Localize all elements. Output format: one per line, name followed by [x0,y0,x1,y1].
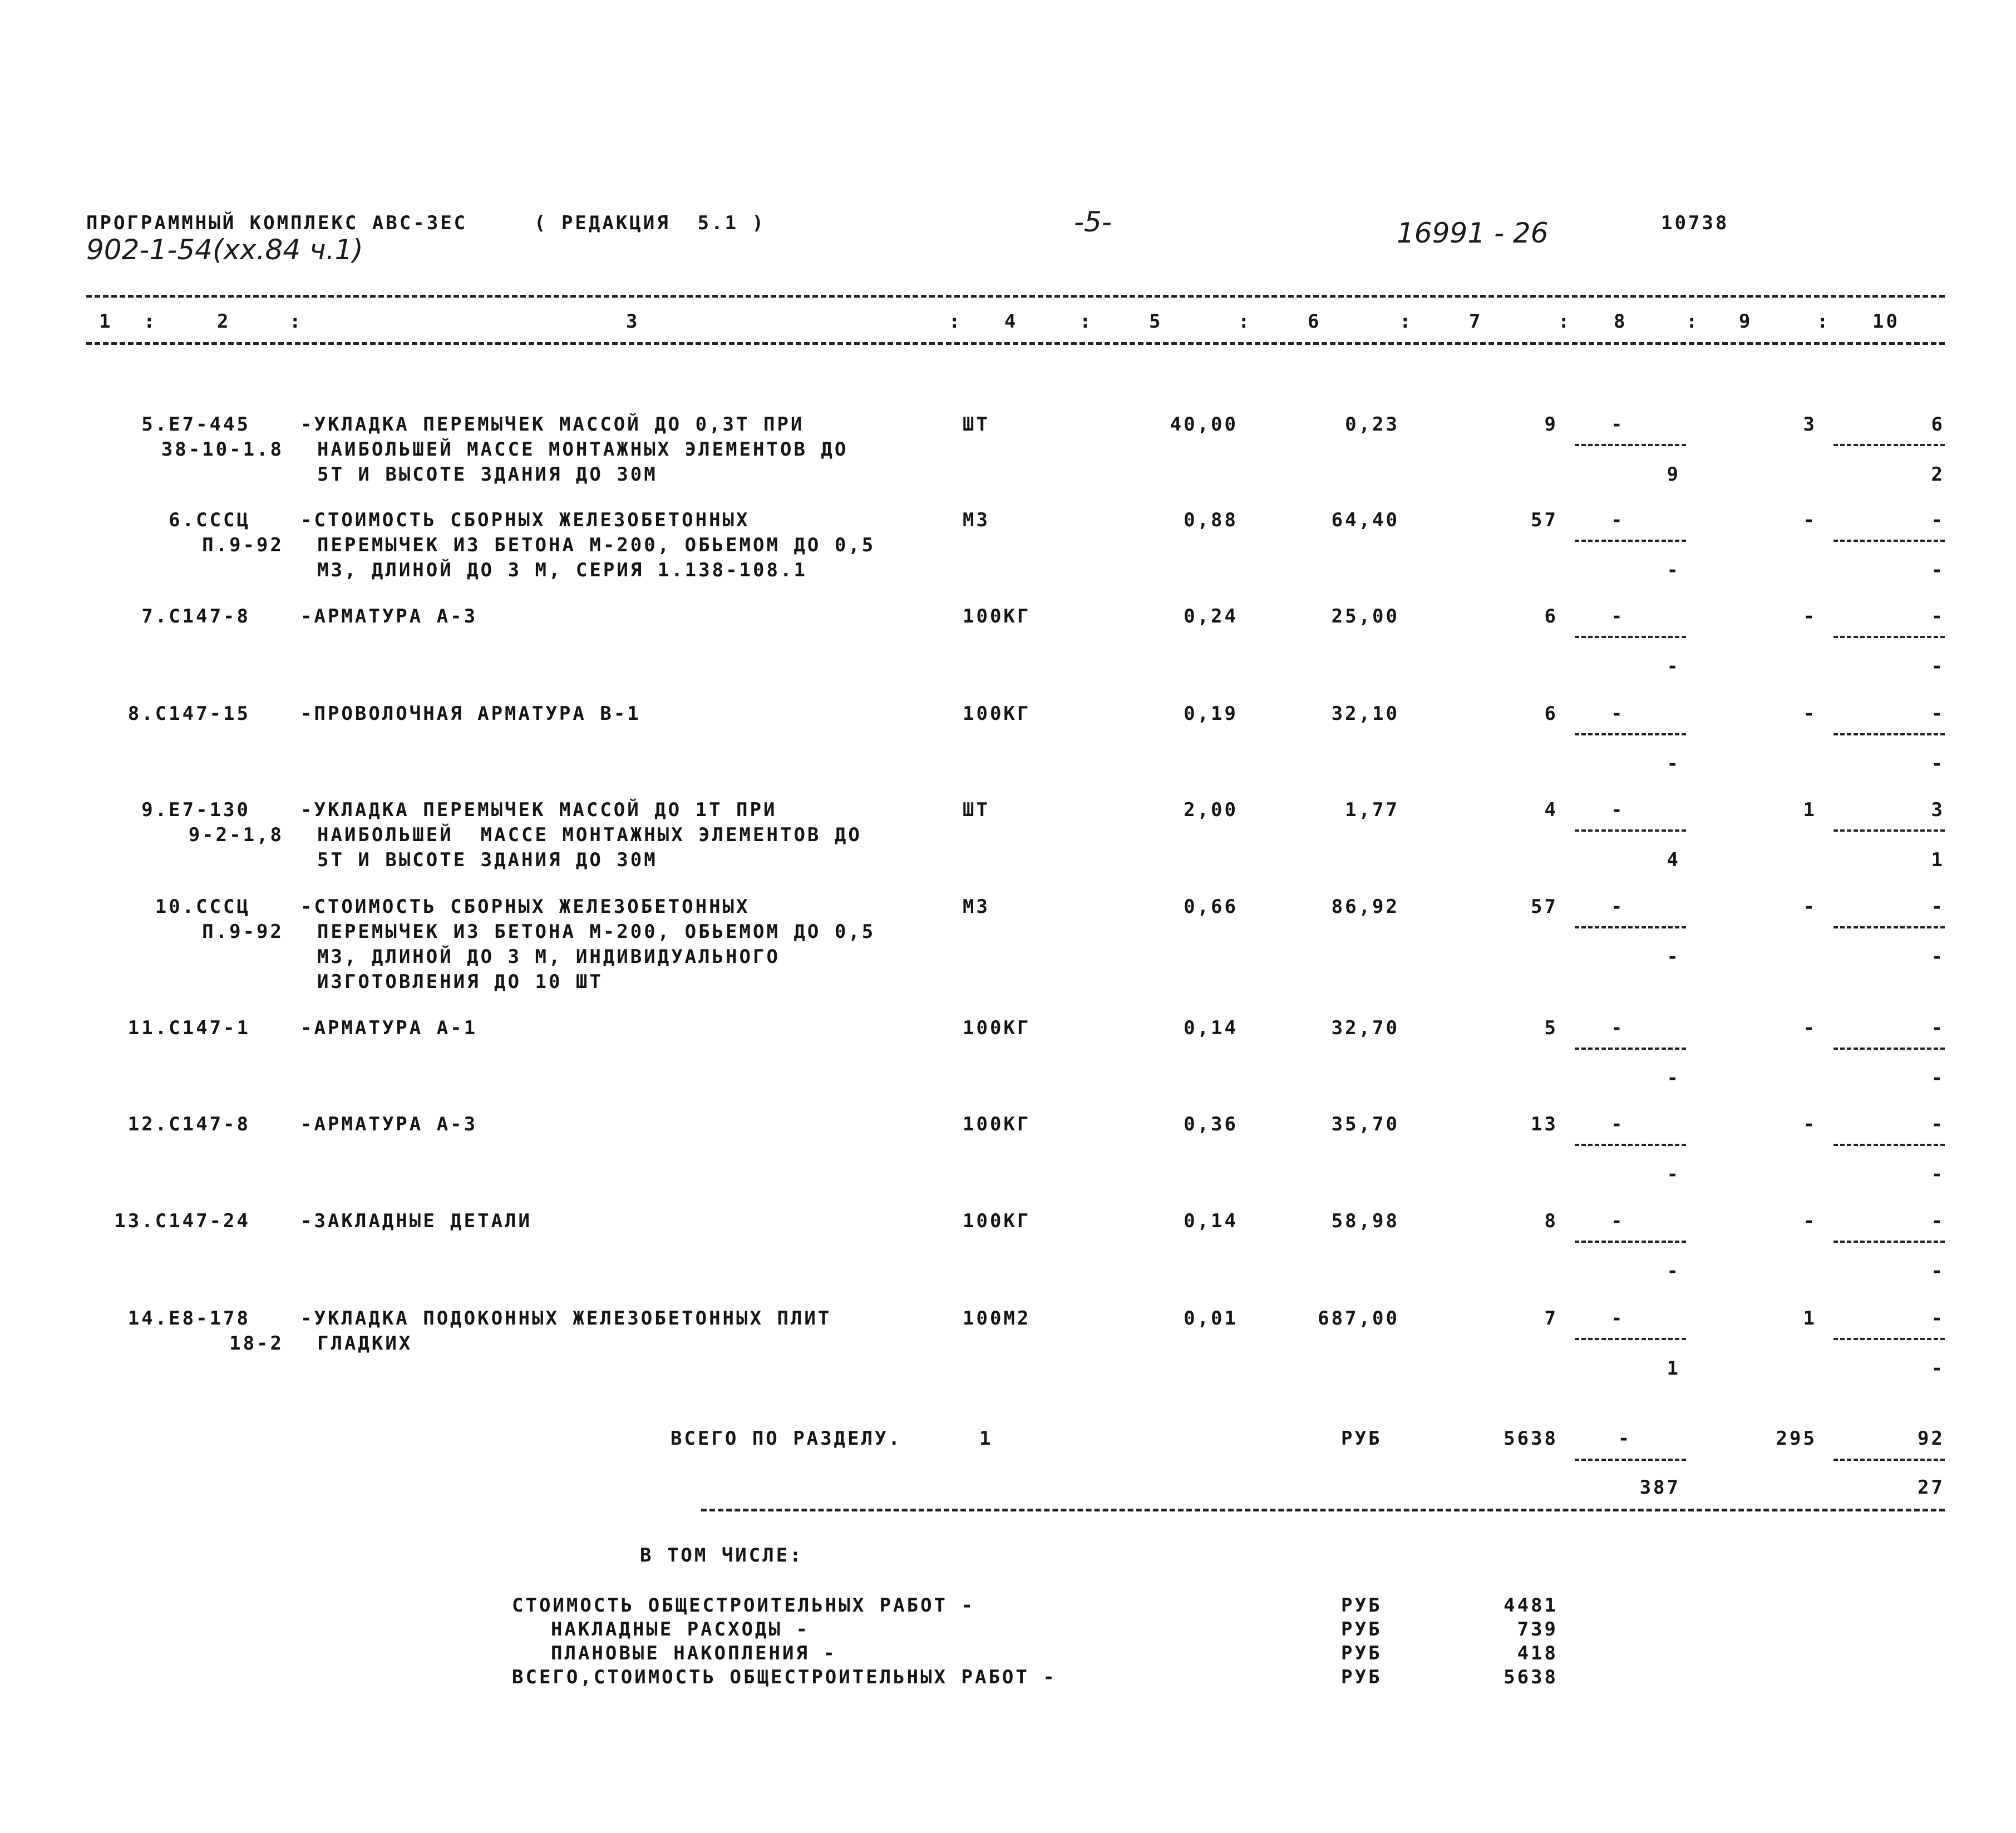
including-item-currency: РУБ [1341,1594,1382,1617]
row-col8-top: - [1611,1113,1625,1135]
row-col8-bottom: 1 [1667,1357,1680,1380]
row-unit: 100КГ [963,1113,1031,1135]
section-total-amount: 5638 [1504,1427,1558,1450]
row-col8-bottom: - [1667,946,1680,968]
column-header: 2 [217,310,231,333]
row-col10-bottom: - [1931,1067,1945,1089]
row-col10-top: 3 [1931,799,1945,821]
row-number: 13.С147-24 [114,1210,250,1232]
row-description: 5Т И ВЫСОТЕ ЗДАНИЯ ДО 30М [317,463,658,486]
row-col10-bottom: - [1931,559,1945,581]
row-unit: М3 [963,509,990,531]
row-col8-top: - [1611,1307,1625,1330]
row-col9: - [1803,509,1817,531]
column-header: 5 [1149,310,1163,333]
row-quantity: 0,88 [1184,509,1238,531]
row-description: -АРМАТУРА А-3 [300,1113,478,1135]
row-code: 9-2-1,8 [188,824,284,846]
column-separator: : [144,310,157,333]
column-separator: : [1817,310,1831,333]
row-unit-price: 32,70 [1331,1017,1399,1039]
row-code: 38-10-1.8 [161,438,284,461]
row-total: 8 [1544,1210,1558,1232]
fraction-rule [1833,636,1945,638]
section-total-col8-top: - [1618,1427,1632,1450]
column-header: 4 [1004,310,1018,333]
fraction-rule [1575,540,1686,542]
row-col8-bottom: - [1667,559,1680,581]
row-code: П.9-92 [202,534,284,556]
including-label: В ТОМ ЧИСЛЕ: [640,1544,804,1567]
row-col8-top: - [1611,605,1625,628]
column-header: 7 [1469,310,1483,333]
row-quantity: 0,01 [1184,1307,1238,1330]
row-unit-price: 58,98 [1331,1210,1399,1232]
column-separator: : [1558,310,1572,333]
row-col9: 1 [1803,799,1817,821]
row-col9: - [1803,703,1817,725]
row-col10-top: - [1931,1017,1945,1039]
row-number: 9.Е7-130 [141,799,250,821]
fraction-rule [1833,1338,1945,1340]
including-item-currency: РУБ [1341,1642,1382,1664]
section-total-col9: 295 [1776,1427,1817,1450]
row-col10-bottom: - [1931,1357,1945,1380]
section-total-currency: РУБ [1341,1427,1382,1450]
fraction-rule [1833,444,1945,446]
row-description: ИЗГОТОВЛЕНИЯ ДО 10 ШТ [317,971,603,993]
column-header: 10 [1872,310,1900,333]
fraction-rule [1833,1048,1945,1050]
row-col9: 1 [1803,1307,1817,1330]
fraction-rule [1833,829,1945,832]
row-col9: 3 [1803,413,1817,436]
row-col8-bottom: - [1667,655,1680,678]
row-col10-bottom: - [1931,1163,1945,1185]
row-quantity: 40,00 [1170,413,1238,436]
row-description: М3, ДЛИНОЙ ДО 3 М, ИНДИВИДУАЛЬНОГО [317,946,780,968]
row-col10-bottom: - [1931,946,1945,968]
column-header: 9 [1739,310,1753,333]
including-item-currency: РУБ [1341,1618,1382,1641]
row-description: ПЕРЕМЫЧЕК ИЗ БЕТОНА М-200, ОБЬЕМОМ ДО 0,5 [317,921,876,943]
row-unit: 100КГ [963,1210,1031,1232]
project-code: 902-1-54(хх.84 ч.1) [86,234,363,266]
row-col8-bottom: - [1667,753,1680,775]
column-separator: : [1686,310,1700,333]
row-col10-top: - [1931,605,1945,628]
row-quantity: 0,14 [1184,1210,1238,1232]
row-description: -УКЛАДКА ПОДОКОННЫХ ЖЕЛЕЗОБЕТОННЫХ ПЛИТ [300,1307,832,1330]
row-unit-price: 35,70 [1331,1113,1399,1135]
row-col10-bottom: - [1931,655,1945,678]
column-header: 8 [1614,310,1628,333]
row-description: -УКЛАДКА ПЕРЕМЫЧЕК МАССОЙ ДО 0,3Т ПРИ [300,413,805,436]
section-total-col10-bottom: 27 [1918,1476,1945,1499]
fraction-rule [1833,1241,1945,1243]
row-total: 57 [1531,509,1558,531]
row-description: -СТОИМОСТЬ СБОРНЫХ ЖЕЛЕЗОБЕТОННЫХ [300,896,750,918]
including-item-value: 5638 [1504,1666,1558,1688]
fraction-rule [1575,1144,1686,1146]
row-unit: ШТ [963,799,990,821]
row-col10-top: - [1931,703,1945,725]
fraction-rule [1833,540,1945,542]
fraction-rule [1575,444,1686,446]
row-col10-bottom: 2 [1931,463,1945,486]
row-unit: 100КГ [963,703,1031,725]
fraction-rule [1575,1048,1686,1050]
column-separator: : [949,310,963,333]
row-quantity: 0,19 [1184,703,1238,725]
row-total: 6 [1544,703,1558,725]
row-number: 11.С147-1 [127,1017,250,1039]
fraction-rule [1575,733,1686,735]
row-unit-price: 0,23 [1345,413,1399,436]
row-unit-price: 32,10 [1331,703,1399,725]
row-number: 6.СССЦ [169,509,250,531]
program-title: ПРОГРАММНЫЙ КОМПЛЕКС АВС-3ЕС [86,212,468,234]
row-quantity: 0,24 [1184,605,1238,628]
row-unit: ШТ [963,413,990,436]
row-number: 8.С147-15 [127,703,250,725]
fraction-rule [1575,926,1686,928]
row-unit: 100М2 [963,1307,1031,1330]
row-unit: 100КГ [963,605,1031,628]
row-description: НАИБОЛЬШЕЙ МАССЕ МОНТАЖНЫХ ЭЛЕМЕНТОВ ДО [317,438,849,461]
fraction-rule [1575,1459,1686,1461]
row-code: 18-2 [229,1332,284,1355]
column-separator: : [289,310,303,333]
row-col9: - [1803,896,1817,918]
section-total-col10-top: 92 [1918,1427,1945,1450]
row-unit: 100КГ [963,1017,1031,1039]
including-item-label: НАКЛАДНЫЕ РАСХОДЫ - [551,1618,810,1641]
row-description: ПЕРЕМЫЧЕК ИЗ БЕТОНА М-200, ОБЬЕМОМ ДО 0,5 [317,534,876,556]
column-separator: : [1080,310,1093,333]
row-col10-bottom: 1 [1931,849,1945,871]
row-total: 13 [1531,1113,1558,1135]
including-item-label: ПЛАНОВЫЕ НАКОПЛЕНИЯ - [551,1642,837,1664]
row-col8-bottom: 9 [1667,463,1680,486]
row-quantity: 2,00 [1184,799,1238,821]
row-quantity: 0,66 [1184,896,1238,918]
total-rule [701,1509,1945,1511]
row-description: -СТОИМОСТЬ СБОРНЫХ ЖЕЛЕЗОБЕТОННЫХ [300,509,750,531]
row-description: -АРМАТУРА А-1 [300,1017,478,1039]
row-total: 6 [1544,605,1558,628]
row-col10-bottom: - [1931,1260,1945,1282]
row-total: 7 [1544,1307,1558,1330]
row-col10-top: - [1931,509,1945,531]
row-quantity: 0,14 [1184,1017,1238,1039]
row-description: -ЗАКЛАДНЫЕ ДЕТАЛИ [300,1210,532,1232]
row-col10-bottom: - [1931,753,1945,775]
section-total-col8-bottom: 387 [1639,1476,1680,1499]
including-item-currency: РУБ [1341,1666,1382,1688]
row-col8-bottom: - [1667,1260,1680,1282]
column-header: 6 [1308,310,1322,333]
column-separator: : [1399,310,1413,333]
row-col8-top: - [1611,703,1625,725]
row-number: 12.С147-8 [127,1113,250,1135]
header-top-rule [86,295,1945,298]
column-separator: : [1238,310,1252,333]
row-col10-top: 6 [1931,413,1945,436]
row-col8-top: - [1611,509,1625,531]
row-total: 4 [1544,799,1558,821]
row-col9: - [1803,1113,1817,1135]
row-unit-price: 687,00 [1318,1307,1399,1330]
fraction-rule [1833,733,1945,735]
row-description: 5Т И ВЫСОТЕ ЗДАНИЯ ДО 30М [317,849,658,871]
column-header: 3 [626,310,640,333]
edition-label: ( РЕДАКЦИЯ 5.1 ) [534,212,766,234]
including-item-value: 739 [1517,1618,1558,1641]
row-col8-bottom: - [1667,1067,1680,1089]
row-col8-top: - [1611,896,1625,918]
row-unit: М3 [963,896,990,918]
row-number: 5.Е7-445 [141,413,250,436]
row-col10-top: - [1931,1113,1945,1135]
row-description: М3, ДЛИНОЙ ДО 3 М, СЕРИЯ 1.138-108.1 [317,559,807,581]
row-number: 7.С147-8 [141,605,250,628]
page-number: -5- [1074,206,1112,238]
including-item-value: 418 [1517,1642,1558,1664]
row-col10-top: - [1931,896,1945,918]
row-number: 10.СССЦ [155,896,250,918]
including-item-label: ВСЕГО,СТОИМОСТЬ ОБЩЕСТРОИТЕЛЬНЫХ РАБОТ - [512,1666,1057,1688]
doc-code: 10738 [1661,212,1729,234]
fraction-rule [1575,1338,1686,1340]
fraction-rule [1575,1241,1686,1243]
row-col8-top: - [1611,799,1625,821]
row-description: -ПРОВОЛОЧНАЯ АРМАТУРА В-1 [300,703,641,725]
fraction-rule [1833,926,1945,928]
row-col10-top: - [1931,1210,1945,1232]
row-description: -АРМАТУРА А-3 [300,605,478,628]
including-item-label: СТОИМОСТЬ ОБЩЕСТРОИТЕЛЬНЫХ РАБОТ - [512,1594,975,1617]
row-unit-price: 64,40 [1331,509,1399,531]
row-unit-price: 1,77 [1345,799,1399,821]
row-description: -УКЛАДКА ПЕРЕМЫЧЕК МАССОЙ ДО 1Т ПРИ [300,799,777,821]
header-bottom-rule [86,342,1945,345]
row-quantity: 0,36 [1184,1113,1238,1135]
including-item-value: 4481 [1504,1594,1558,1617]
row-unit-price: 86,92 [1331,896,1399,918]
row-description: ГЛАДКИХ [317,1332,413,1355]
row-col8-bottom: - [1667,1163,1680,1185]
row-total: 57 [1531,896,1558,918]
row-unit-price: 25,00 [1331,605,1399,628]
row-total: 9 [1544,413,1558,436]
section-total-num: 1 [979,1427,993,1450]
row-col9: - [1803,1210,1817,1232]
fraction-rule [1575,829,1686,832]
fraction-rule [1833,1459,1945,1461]
row-description: НАИБОЛЬШЕЙ МАССЕ МОНТАЖНЫХ ЭЛЕМЕНТОВ ДО [317,824,862,846]
row-total: 5 [1544,1017,1558,1039]
row-col10-top: - [1931,1307,1945,1330]
doc-number: 16991 - 26 [1397,217,1549,249]
row-col8-top: - [1611,1210,1625,1232]
row-number: 14.Е8-178 [127,1307,250,1330]
row-col8-top: - [1611,1017,1625,1039]
row-col8-bottom: 4 [1667,849,1680,871]
fraction-rule [1575,636,1686,638]
row-col9: - [1803,1017,1817,1039]
row-col8-top: - [1611,413,1625,436]
row-col9: - [1803,605,1817,628]
section-total-label: ВСЕГО ПО РАЗДЕЛУ. [671,1427,902,1450]
column-header: 1 [99,310,113,333]
row-code: П.9-92 [202,921,284,943]
fraction-rule [1833,1144,1945,1146]
